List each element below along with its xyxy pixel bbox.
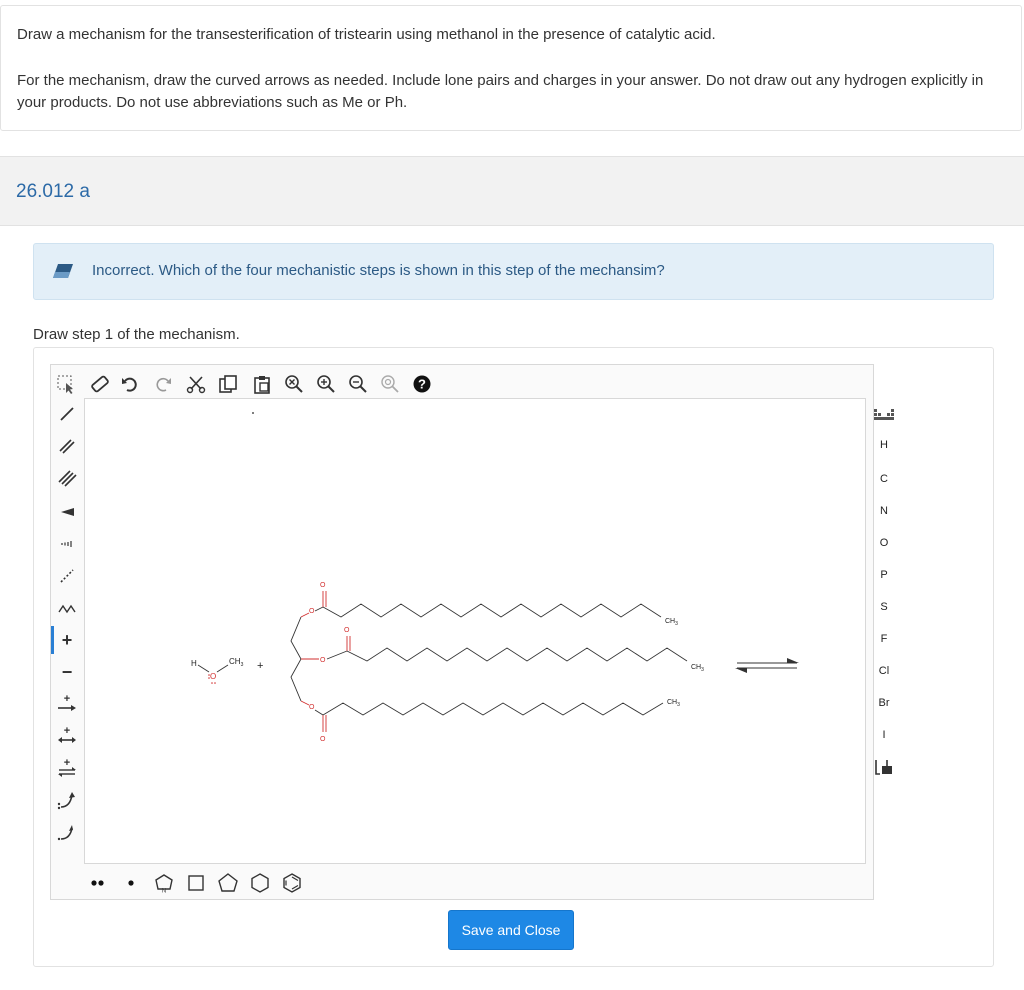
svg-text:N: N [161,888,167,894]
positive-charge-tool[interactable] [51,626,80,654]
methanol-plus: + [257,660,264,672]
ester1-ch3: $CH_3$ [665,618,678,627]
help-icon[interactable] [410,372,434,396]
equilibrium-arrow-tool[interactable] [54,754,80,782]
question-card [0,5,1022,131]
element-br[interactable]: Br [878,697,890,709]
arrow-plus-glyph: + [63,693,71,705]
part-header [0,156,1024,226]
cyclobutane-icon[interactable] [184,872,208,894]
copy-icon[interactable] [216,372,240,396]
ester1-o: O [309,608,315,615]
element-cl[interactable]: Cl [878,665,890,677]
minus-glyph: − [61,661,73,682]
dashed-bond-tool[interactable] [54,562,80,590]
dash-plus-glyph: + [63,725,71,737]
element-n[interactable]: N [880,505,888,517]
cyclohexane-icon[interactable] [248,872,272,894]
eraser-feedback-icon [52,263,74,279]
paste-icon[interactable] [250,372,274,396]
pyrrole-ring-icon[interactable] [152,872,176,894]
chain-tool[interactable] [54,594,80,622]
double-bond-tool[interactable] [54,432,80,460]
ester2-carbonyl-o: O [344,627,350,634]
ester3-o: O [309,704,315,711]
zoom-reset-icon[interactable] [378,372,402,396]
zoom-in-icon[interactable] [314,372,338,396]
redo-icon[interactable] [152,372,174,396]
element-s[interactable]: S [880,601,888,613]
eraser-icon[interactable] [88,372,112,396]
element-p[interactable]: P [880,569,888,581]
radical-tool[interactable] [124,872,138,894]
lone-pair-tool[interactable] [90,872,106,894]
negative-charge-tool[interactable] [54,658,80,686]
step-title: Draw step 1 of the mechanism. [33,326,240,343]
ester1-carbonyl-o: O [320,582,326,589]
methanol-ch3: $CH_3$ [229,657,244,668]
single-bond-tool[interactable] [54,400,80,428]
element-c[interactable]: C [880,473,888,485]
save-and-close-button[interactable]: Save and Close [448,910,574,950]
resonance-arrow-tool[interactable] [54,722,80,750]
molecule-drawing [85,399,865,863]
select-icon[interactable] [54,372,78,396]
element-o[interactable]: O [879,537,889,549]
zoom-fit-icon[interactable] [282,372,306,396]
feedback-text: Incorrect. Which of the four mechanistic steps is shown in this step of the mechansim? [92,262,665,279]
methanol-o: O [210,672,217,681]
element-h[interactable]: H [880,439,888,451]
methanol-h: H [191,659,197,668]
plus-glyph: + [61,629,73,650]
ester3-ch3: $CH_3$ [667,699,680,708]
feedback-banner [33,243,994,300]
element-i[interactable]: I [882,729,886,741]
periodic-table-icon[interactable] [872,404,896,426]
template-icon[interactable] [872,756,896,778]
wedge-bond-tool[interactable] [54,498,80,526]
ester2-ch3: $CH_3$ [691,664,704,673]
cut-icon[interactable] [184,372,208,396]
question-line-1: Draw a mechanism for the transesterification of tristearin using methanol in the presence of catalytic acid. [17,26,716,43]
reaction-arrow-tool[interactable] [54,690,80,718]
single-electron-arrow-tool[interactable] [54,818,80,846]
drawing-canvas[interactable] [84,398,866,864]
hash-bond-tool[interactable] [54,530,80,558]
help-glyph: ? [418,376,426,392]
equilibrium-plus-glyph: + [63,757,71,769]
part-label: 26.012 a [16,181,90,202]
question-line-2: For the mechanism, draw the curved arrows as needed. Include lone pairs and charges in your answer. Do not draw out any hydrogen explicitly in your products. Do not use abbreviations such as Me or Ph. [17,72,984,111]
cyclopentane-icon[interactable] [216,872,240,894]
zoom-out-icon[interactable] [346,372,370,396]
benzene-icon[interactable] [280,872,304,894]
triple-bond-tool[interactable] [54,464,80,492]
ester2-o: O [320,657,326,664]
element-f[interactable]: F [880,633,888,645]
ester3-carbonyl-o: O [320,736,326,743]
undo-icon[interactable] [119,372,141,396]
electron-pair-arrow-tool[interactable] [54,786,80,814]
